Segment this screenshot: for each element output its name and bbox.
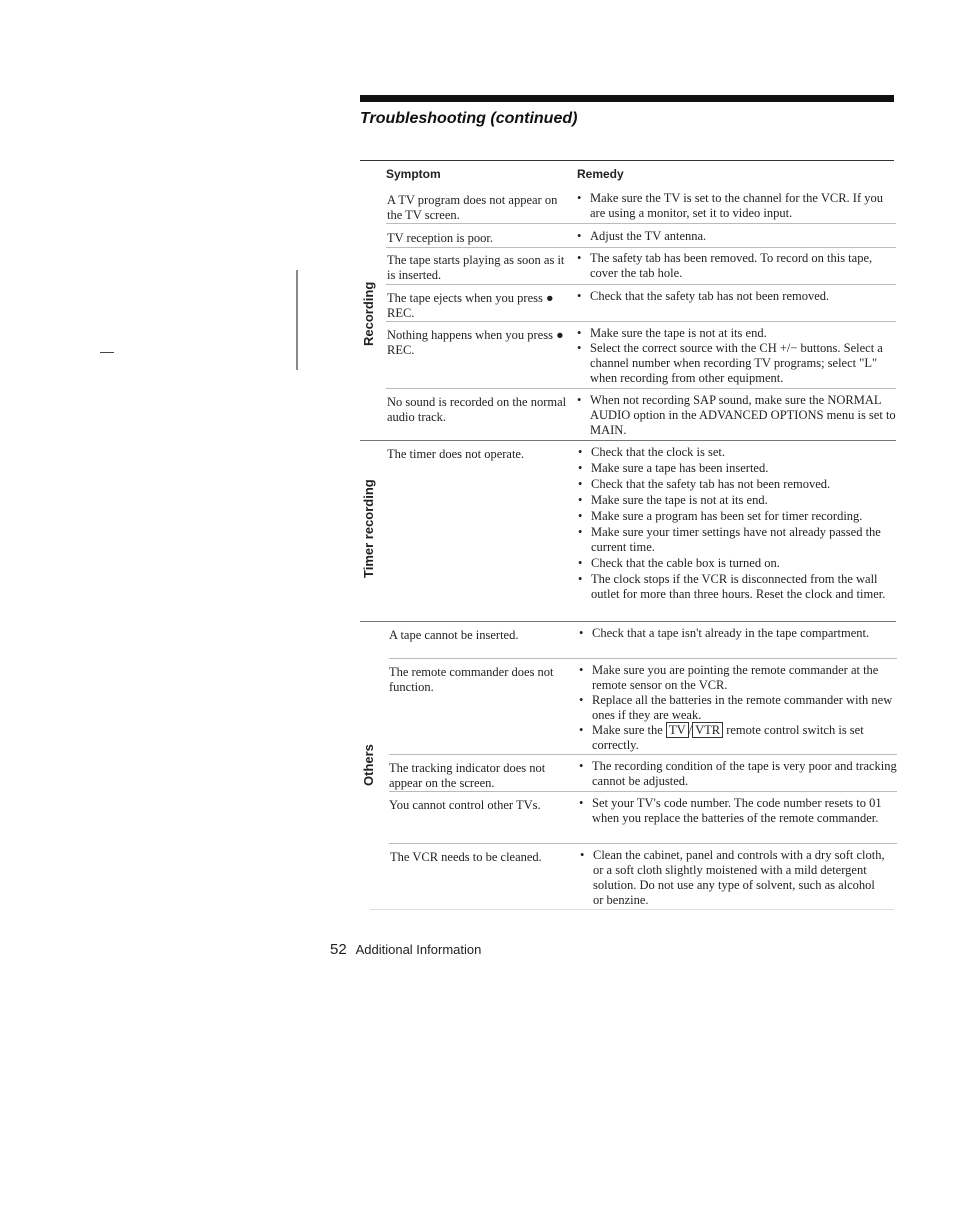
- remedy-item: • Make sure a tape has been inserted.: [578, 461, 898, 476]
- section-label-others: Others: [361, 744, 376, 786]
- remedy-list: [579, 796, 899, 826]
- remedy-list: [579, 626, 899, 641]
- switch-text-after: remote control switch is set correctly.: [592, 723, 864, 752]
- remedy-item: • Set your TV's code number. The code number resets to 01 when you replace the batteries of the remote commander.: [579, 796, 899, 826]
- remedy-list: [579, 663, 899, 753]
- row-divider: [386, 284, 896, 285]
- remedy-list: [580, 848, 885, 908]
- section-divider: [360, 440, 896, 441]
- page-number: 52: [330, 941, 347, 958]
- symptom-cell: The tracking indicator does not appear on the screen.: [389, 761, 546, 790]
- remedy-item: • Make sure a program has been set for timer recording.: [578, 509, 898, 524]
- row-divider: [389, 791, 897, 792]
- symptom-cell: The tape starts playing as soon as it is inserted.: [387, 253, 565, 282]
- remedy-item: • Make sure the tape is not at its end.: [578, 493, 898, 508]
- remedy-item: • Check that a tape isn't already in the tape compartment.: [579, 626, 899, 641]
- symptom-cell: A TV program does not appear on the TV screen.: [387, 193, 558, 222]
- remedy-list: [579, 759, 899, 789]
- symptom-cell: The tape ejects when you press ● REC.: [387, 291, 554, 320]
- switch-text-before: Make sure the: [592, 723, 663, 737]
- top-rule: [360, 95, 894, 102]
- row-divider: [389, 843, 897, 844]
- remedy-column-header: Remedy: [577, 167, 624, 181]
- row-divider: [386, 247, 896, 248]
- section-label-recording: Recording: [361, 281, 376, 346]
- row-divider: [386, 223, 896, 224]
- remedy-list: [577, 191, 897, 221]
- remedy-list: [578, 445, 898, 602]
- symptom-cell: A tape cannot be inserted.: [389, 628, 519, 642]
- section-label-timer: Timer recording: [361, 479, 376, 578]
- remedy-item: • Adjust the TV antenna.: [577, 229, 897, 244]
- remedy-list: [577, 393, 897, 438]
- remedy-item: • Make sure the TV is set to the channel for the VCR. If you are using a monitor, set it to video input.: [577, 191, 897, 221]
- binding-mark: [296, 270, 298, 370]
- row-divider: [389, 658, 897, 659]
- remedy-item: • Replace all the batteries in the remote commander with new ones if they are weak.: [579, 693, 899, 723]
- remedy-item-switch: [579, 723, 899, 753]
- page-footer: [330, 941, 481, 958]
- symptom-cell: The timer does not operate.: [387, 447, 525, 461]
- remedy-item: • Select the correct source with the CH +/− buttons. Select a channel number when recording TV programs; select "L" when recording from other equipment.: [577, 341, 897, 386]
- row-divider: [389, 754, 897, 755]
- remedy-item: • Make sure the tape is not at its end.: [577, 326, 897, 341]
- remedy-list: [577, 251, 897, 281]
- row-divider: [386, 321, 896, 322]
- section-divider: [360, 621, 896, 622]
- page-title: Troubleshooting (continued): [360, 110, 578, 127]
- footer-section: Additional Information: [355, 942, 482, 957]
- vtr-switch-label: VTR: [692, 722, 723, 738]
- remedy-list: [577, 289, 897, 304]
- tv-switch-label: TV: [666, 722, 689, 738]
- remedy-item: • Check that the cable box is turned on.: [578, 556, 898, 571]
- symptom-column-header: Symptom: [386, 167, 441, 181]
- table-bottom-rule: [370, 909, 894, 910]
- symptom-cell: The VCR needs to be cleaned.: [390, 850, 542, 864]
- table-header-rule: [360, 160, 894, 161]
- symptom-cell: TV reception is poor.: [387, 231, 493, 245]
- remedy-item: • Check that the safety tab has not been removed.: [577, 289, 897, 304]
- binding-mark: [100, 352, 114, 353]
- remedy-item: • The recording condition of the tape is very poor and tracking cannot be adjusted.: [579, 759, 899, 789]
- remedy-item: • Make sure you are pointing the remote commander at the remote sensor on the VCR.: [579, 663, 899, 693]
- remedy-item: • The safety tab has been removed. To record on this tape, cover the tab hole.: [577, 251, 897, 281]
- remedy-list: [577, 326, 897, 386]
- remedy-item: • Make sure your timer settings have not already passed the current time.: [578, 525, 898, 555]
- symptom-cell: Nothing happens when you press ● REC.: [387, 328, 564, 357]
- symptom-cell: The remote commander does not function.: [389, 665, 554, 694]
- row-divider: [386, 388, 896, 389]
- remedy-item: • Clean the cabinet, panel and controls with a dry soft cloth, or a soft cloth slightly moistened with a mild detergent solution. Do not use any type of solvent, such as alcohol or benzine.: [580, 848, 885, 908]
- remedy-list: [577, 229, 897, 244]
- remedy-item: • Check that the clock is set.: [578, 445, 898, 460]
- remedy-item: • The clock stops if the VCR is disconnected from the wall outlet for more than three hours. Reset the clock and timer.: [578, 572, 898, 602]
- switch-slash: /: [688, 723, 693, 737]
- remedy-item: • Check that the safety tab has not been removed.: [578, 477, 898, 492]
- symptom-cell: You cannot control other TVs.: [389, 798, 541, 812]
- symptom-cell: No sound is recorded on the normal audio track.: [387, 395, 567, 424]
- remedy-item: • When not recording SAP sound, make sure the NORMAL AUDIO option in the ADVANCED OPTIONS menu is set to MAIN.: [577, 393, 897, 438]
